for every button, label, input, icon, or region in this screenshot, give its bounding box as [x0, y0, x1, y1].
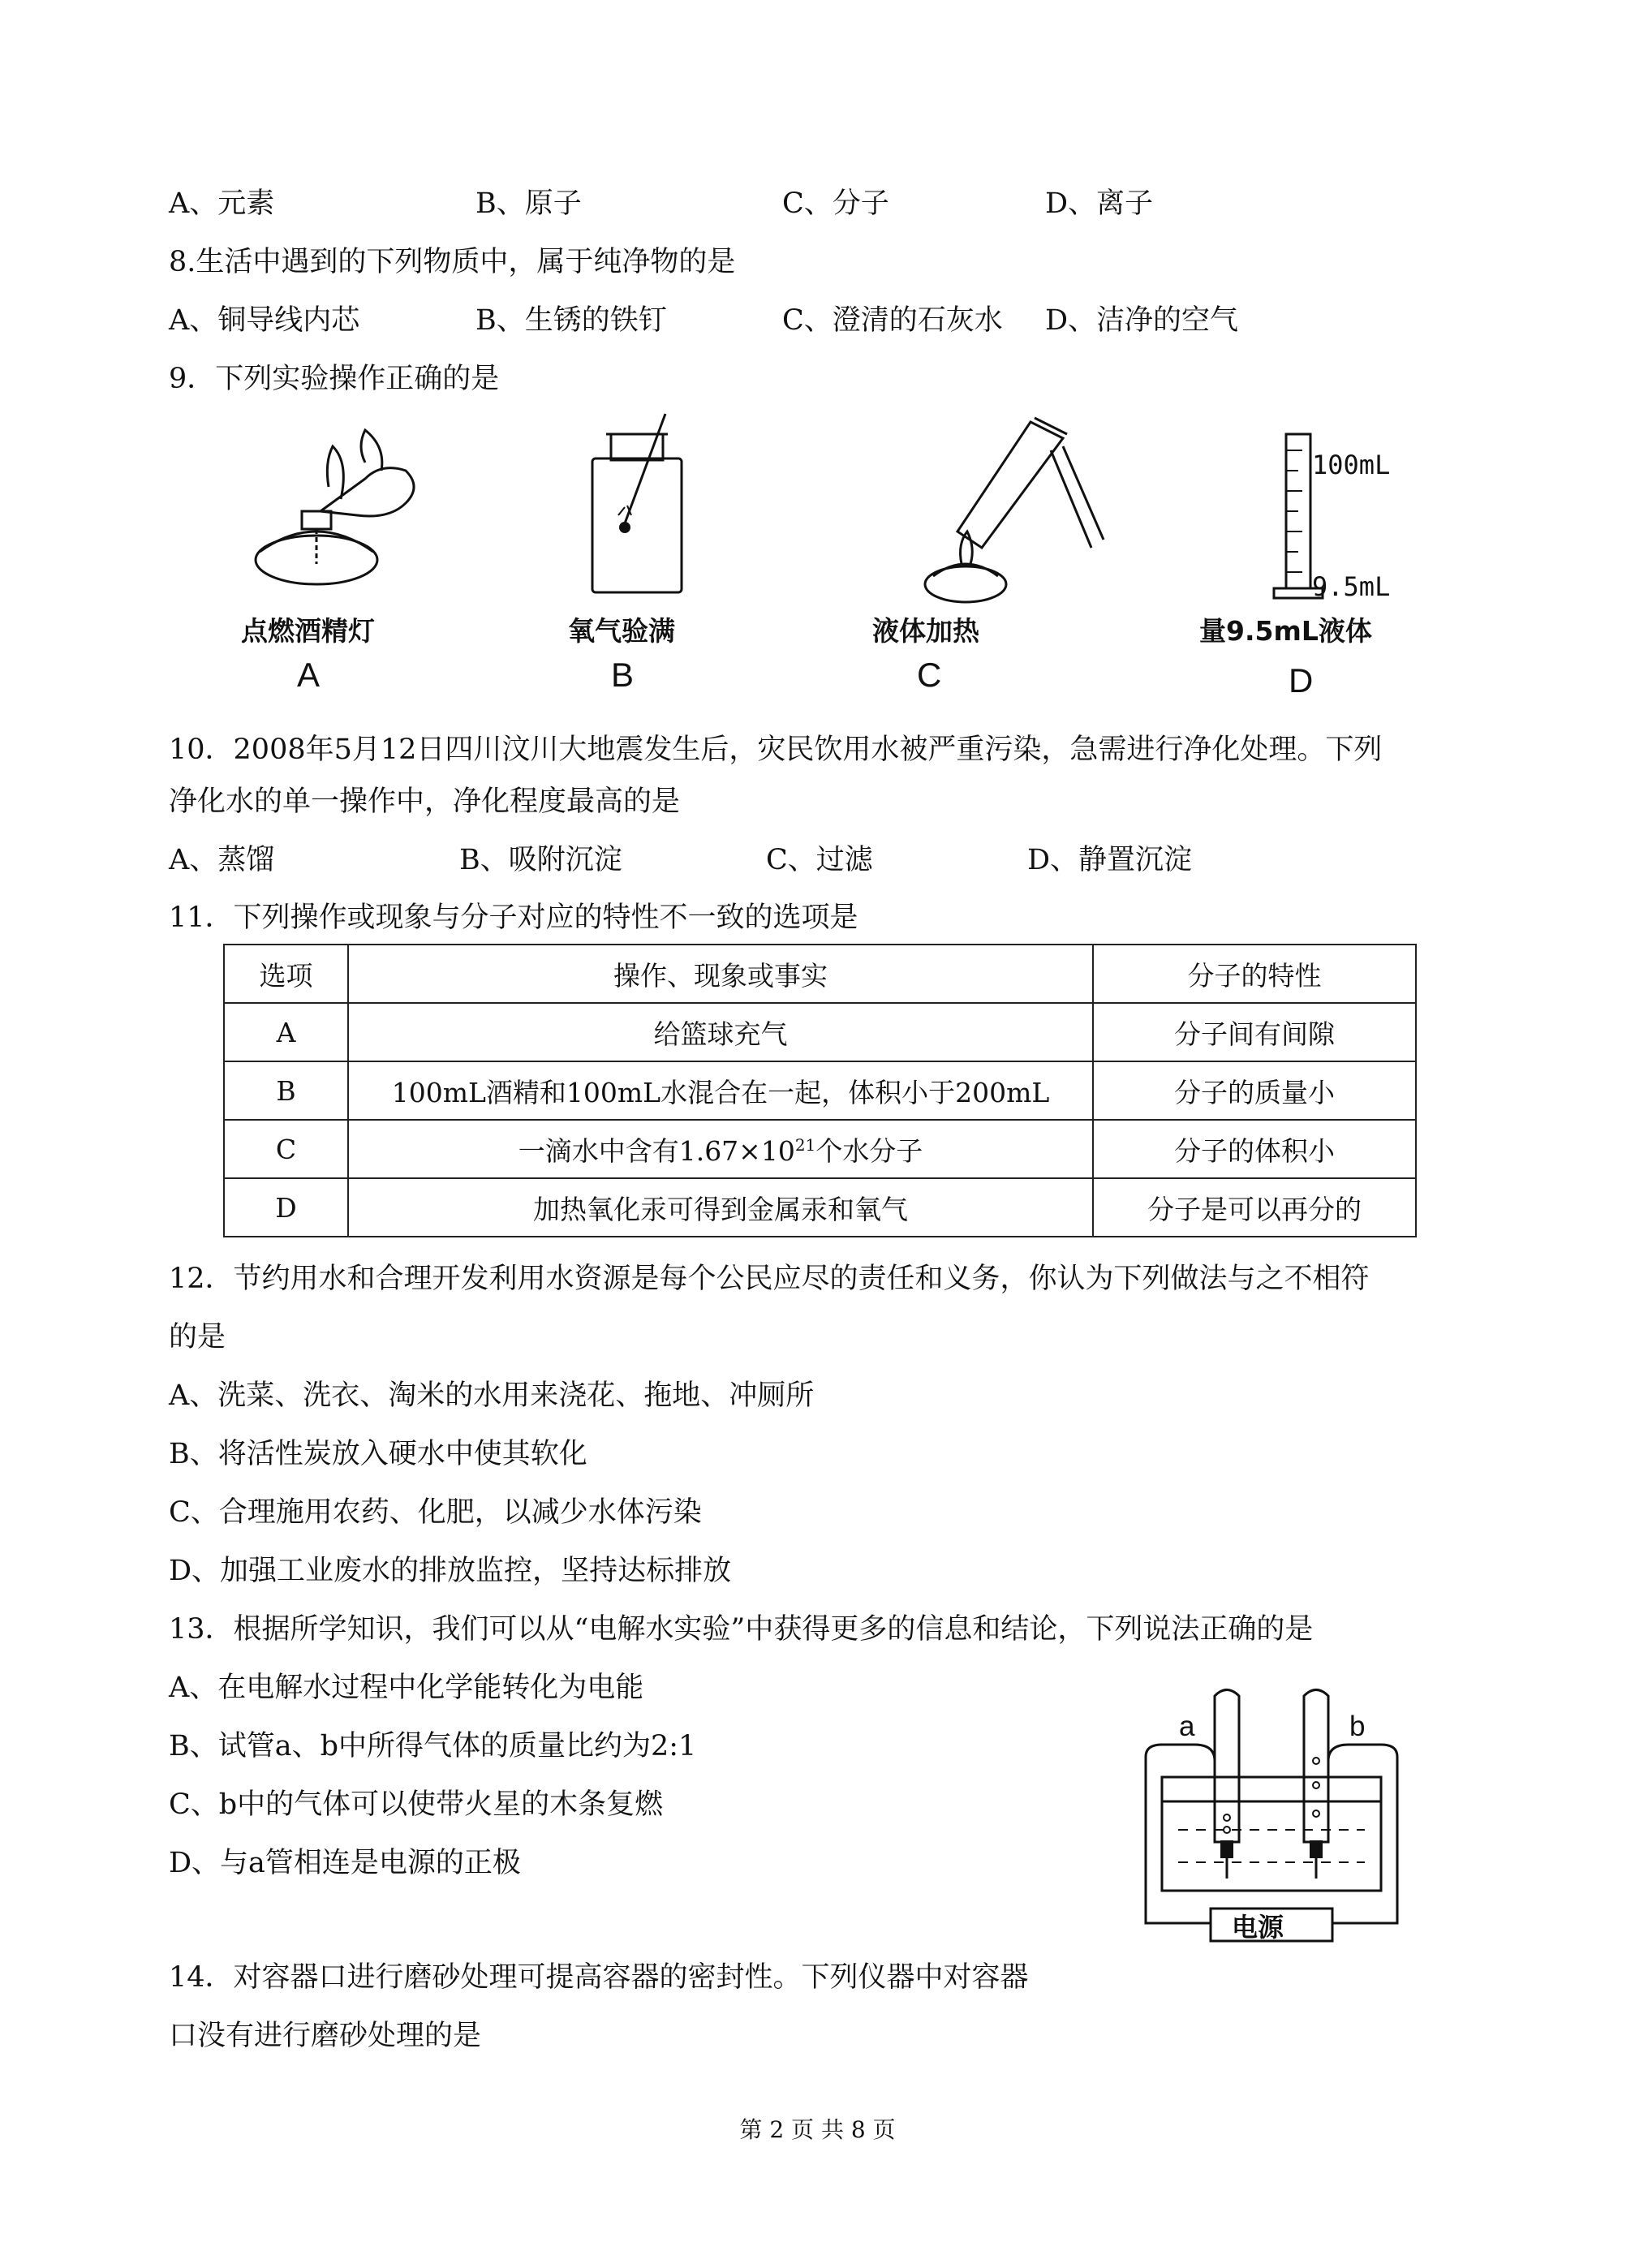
q13-option-d: D、与a管相连是电源的正极	[169, 1847, 521, 1879]
q9-figure-a-letter: A	[297, 656, 321, 694]
q9-figure-a-caption: 点燃酒精灯	[241, 615, 375, 647]
q9-figure-b-letter: B	[611, 656, 635, 694]
table-cell-property: 分子的质量小	[1093, 1061, 1416, 1120]
table-row	[224, 1003, 1416, 1061]
test-tube-heating-icon	[893, 410, 1104, 613]
table-cell-fact	[348, 1120, 1093, 1178]
q12-option-a: A、洗菜、洗衣、淘米的水用来浇花、拖地、冲厕所	[169, 1379, 815, 1412]
q9-figure-c-caption: 液体加热	[872, 615, 979, 647]
q12-option-b: B、将活性炭放入硬水中使其软化	[169, 1438, 587, 1470]
table-row	[224, 1061, 1416, 1120]
table-cell-fact: 加热氧化汞可得到金属汞和氧气	[348, 1178, 1093, 1237]
fact-text: 个水分子	[815, 1134, 923, 1167]
q13-option-a: A、在电解水过程中化学能转化为电能	[169, 1672, 644, 1704]
table-cell-option: C	[224, 1120, 348, 1178]
table-cell-fact: 给篮球充气	[348, 1003, 1093, 1061]
table-cell-property: 分子的体积小	[1093, 1120, 1416, 1178]
q12-option-d: D、加强工业废水的排放监控，坚持达标排放	[169, 1555, 732, 1587]
table-cell-option: B	[224, 1061, 348, 1120]
table-header-row	[224, 945, 1416, 1003]
q9-figure-c-letter: C	[917, 656, 942, 694]
q10-option-c: C、过滤	[766, 844, 873, 876]
q9-figure-b-caption: 氧气验满	[568, 615, 675, 647]
q11-stem: 11．下列操作或现象与分子对应的特性不一致的选项是	[169, 902, 858, 934]
q9-stem: 9．下列实验操作正确的是	[169, 363, 500, 395]
fact-text: 一滴水中含有1.67×10	[518, 1134, 795, 1167]
q12-stem-line2: 的是	[169, 1321, 226, 1353]
table-cell-option: D	[224, 1178, 348, 1237]
q8-option-c: C、澄清的石灰水	[782, 304, 1003, 337]
table-cell-fact: 100mL酒精和100mL水混合在一起，体积小于200mL	[348, 1061, 1093, 1120]
q14-stem-line2: 口没有进行磨砂处理的是	[169, 2020, 482, 2052]
alcohol-lamp-lighting-icon	[243, 414, 430, 600]
q7-option-b: B、原子	[475, 187, 582, 220]
table-cell-property: 分子是可以再分的	[1093, 1178, 1416, 1237]
q10-stem-line1: 10．2008年5月12日四川汶川大地震发生后，灾民饮用水被严重污染，急需进行净化处理。下列	[169, 734, 1383, 766]
gas-bottle-oxygen-test-icon	[580, 410, 694, 605]
q13-power-label: 电源	[1232, 1912, 1284, 1943]
q10-option-b: B、吸附沉淀	[459, 844, 622, 876]
q12-stem-line1: 12．节约用水和合理开发利用水资源是每个公民应尽的责任和义务，你认为下列做法与之不相符	[169, 1263, 1370, 1295]
q13-tube-label-a: a	[1179, 1711, 1195, 1742]
q13-option-c: C、b中的气体可以使带火星的木条复燃	[169, 1788, 664, 1821]
q7-option-a: A、元素	[169, 187, 275, 220]
q9-figure-d-letter: D	[1289, 661, 1314, 699]
q8-option-d: D、洁净的空气	[1045, 304, 1239, 337]
q13-tube-label-b: b	[1349, 1711, 1366, 1742]
q9-cylinder-top-label: 100mL	[1312, 450, 1391, 480]
q7-option-c: C、分子	[782, 187, 889, 220]
fact-exponent: 21	[794, 1134, 816, 1155]
q14-stem-line1: 14．对容器口进行磨砂处理可提高容器的密封性。下列仪器中对容器	[169, 1961, 1029, 1994]
q11-table	[223, 944, 1417, 1237]
table-row	[224, 1178, 1416, 1237]
q10-stem-line2: 净化水的单一操作中，净化程度最高的是	[169, 785, 681, 818]
q9-figure-d-caption: 量9.5mL液体	[1199, 615, 1372, 647]
table-header: 选项	[224, 945, 348, 1003]
q9-cylinder-bottom-label: 9.5mL	[1312, 571, 1391, 602]
q12-option-c: C、合理施用农药、化肥，以减少水体污染	[169, 1496, 702, 1529]
table-cell-option: A	[224, 1003, 348, 1061]
table-row	[224, 1120, 1416, 1178]
q10-option-a: A、蒸馏	[169, 844, 275, 876]
q10-option-d: D、静置沉淀	[1027, 844, 1193, 876]
table-header: 操作、现象或事实	[348, 945, 1093, 1003]
q7-option-d: D、离子	[1045, 187, 1154, 220]
table-header: 分子的特性	[1093, 945, 1416, 1003]
page-footer: 第 2 页 共 8 页	[739, 2116, 896, 2143]
q8-stem: 8.生活中遇到的下列物质中，属于纯净物的是	[169, 246, 736, 278]
table-cell-property: 分子间有间隙	[1093, 1003, 1416, 1061]
q13-option-b: B、试管a、b中所得气体的质量比约为2:1	[169, 1730, 697, 1762]
q13-stem: 13．根据所学知识，我们可以从“电解水实验”中获得更多的信息和结论，下列说法正确的是	[169, 1613, 1314, 1646]
q8-option-a: A、铜导线内芯	[169, 304, 360, 337]
q8-option-b: B、生锈的铁钉	[475, 304, 667, 337]
